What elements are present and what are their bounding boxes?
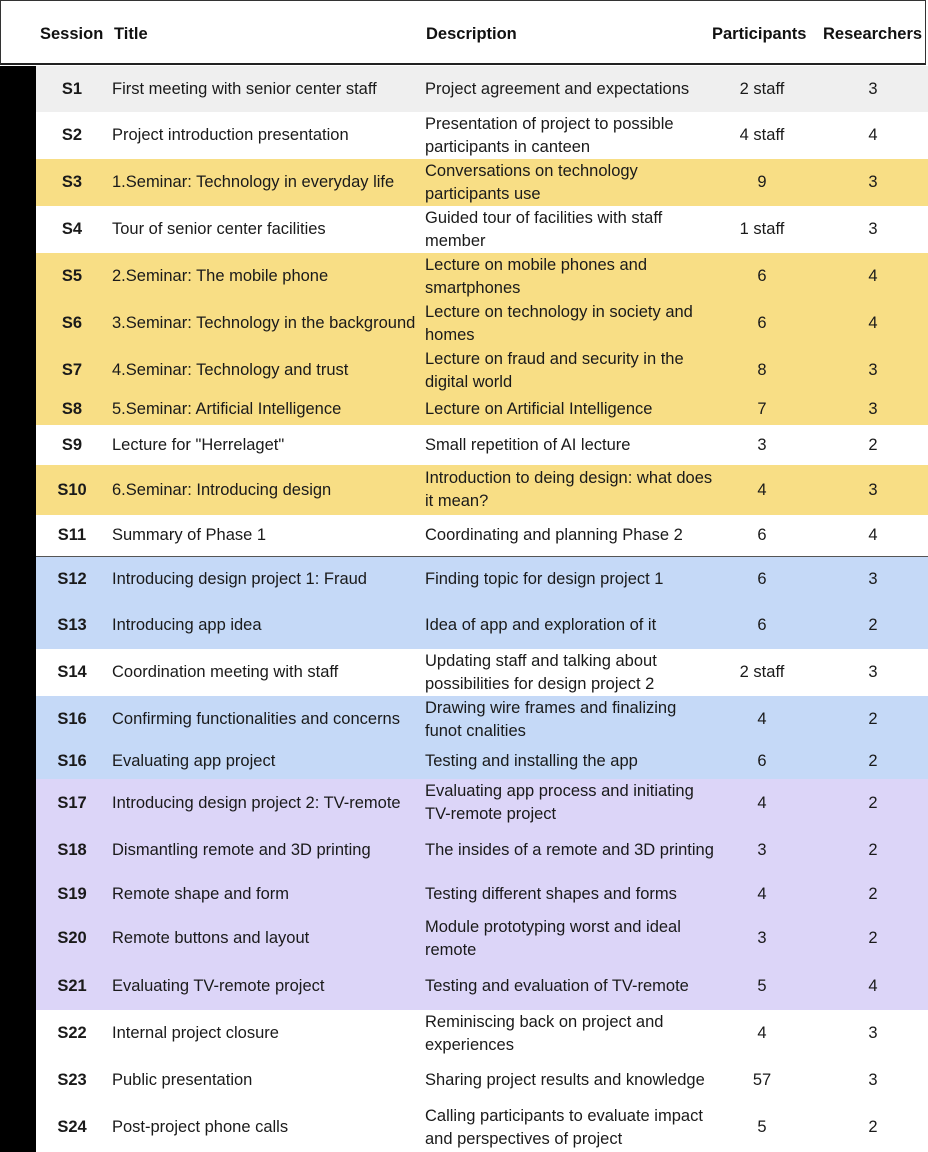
- table-row: [36, 696, 928, 743]
- researchers-cell: 2: [868, 884, 878, 903]
- researchers-cell: 3: [868, 663, 878, 681]
- title-cell: 1.Seminar: Technology in everyday life: [112, 173, 395, 191]
- title-cell: Introducing design project 1: Fraud: [112, 570, 367, 588]
- description-cell: Conversations on technology participants use: [425, 161, 638, 203]
- table-row: [36, 602, 928, 649]
- participants-cell: 4: [757, 1024, 767, 1042]
- participants-cell: 3: [757, 435, 767, 454]
- table-row: [36, 515, 928, 557]
- title-cell: Confirming functionalities and concerns: [112, 710, 400, 728]
- participants-cell: 6: [757, 267, 767, 285]
- description-cell: Testing and evaluation of TV-remote: [425, 976, 689, 995]
- table-row: [36, 394, 928, 425]
- researchers-cell: 2: [868, 793, 878, 812]
- participants-cell: 57: [752, 1071, 772, 1089]
- researchers-cell: 4: [868, 526, 878, 544]
- participants-cell: 4: [757, 480, 767, 499]
- researchers-cell: 4: [868, 126, 878, 144]
- session-cell: S2: [61, 126, 83, 144]
- session-cell: S11: [57, 526, 87, 544]
- title-cell: 5.Seminar: Artificial Intelligence: [112, 400, 342, 418]
- table-row: [36, 1010, 928, 1057]
- researchers-cell: 3: [868, 480, 878, 499]
- researchers-cell: 2: [868, 710, 878, 728]
- session-cell: S16: [57, 710, 87, 728]
- researchers-cell: 4: [868, 267, 878, 285]
- title-cell: 2.Seminar: The mobile phone: [112, 267, 329, 285]
- description-cell: Lecture on Artificial Intelligence: [425, 400, 653, 418]
- description-cell: Testing and installing the app: [425, 751, 638, 770]
- participants-cell: 6: [757, 751, 767, 770]
- table-row: [36, 159, 928, 206]
- table-row: [36, 465, 928, 515]
- description-cell: Project agreement and expectations: [425, 79, 690, 98]
- title-cell: Evaluating app project: [112, 751, 276, 770]
- title-cell: Introducing app idea: [112, 616, 262, 634]
- table-row: [36, 915, 928, 962]
- researchers-cell: 3: [868, 1024, 878, 1042]
- table-row: [36, 873, 928, 915]
- description-cell: The insides of a remote and 3D printing: [425, 840, 714, 859]
- description-cell: Calling participants to evaluate impact and perspectives of project: [425, 1106, 703, 1148]
- researchers-cell: 2: [868, 616, 878, 634]
- participants-cell: 3: [757, 840, 767, 859]
- researchers-cell: 2: [868, 929, 878, 947]
- table-row: [36, 425, 928, 465]
- researchers-cell: 3: [868, 1071, 878, 1089]
- researchers-cell: 3: [868, 173, 878, 191]
- description-cell: Testing different shapes and forms: [425, 884, 677, 903]
- researchers-cell: 3: [868, 400, 878, 418]
- table-row: [36, 779, 928, 827]
- title-cell: Remote buttons and layout: [112, 929, 310, 947]
- session-cell: S14: [57, 663, 87, 681]
- session-cell: S21: [57, 976, 87, 995]
- session-cell: S6: [61, 314, 83, 332]
- table-row: [36, 649, 928, 696]
- session-cell: S8: [61, 400, 83, 418]
- header-description: Description: [426, 24, 517, 43]
- title-cell: Lecture for "Herrelaget": [112, 435, 285, 454]
- description-cell: Updating staff and talking about possibilities for design project 2: [425, 651, 657, 693]
- participants-cell: 8: [757, 361, 767, 379]
- left-black-bar: [0, 66, 36, 1152]
- title-cell: 3.Seminar: Technology in the background: [112, 314, 416, 332]
- description-cell: Lecture on technology in society and homes: [425, 302, 693, 344]
- description-cell: Finding topic for design project 1: [425, 570, 664, 588]
- participants-cell: 7: [757, 400, 767, 418]
- session-cell: S9: [61, 435, 83, 454]
- title-cell: Evaluating TV-remote project: [112, 976, 325, 995]
- description-cell: Drawing wire frames and finalizing funot cnalities: [425, 698, 677, 740]
- participants-cell: 6: [757, 616, 767, 634]
- researchers-cell: 4: [868, 314, 878, 332]
- table-row: [36, 300, 928, 347]
- table-header: [0, 0, 926, 65]
- session-cell: S12: [57, 570, 87, 588]
- researchers-cell: 2: [868, 435, 878, 454]
- participants-cell: 4: [757, 710, 767, 728]
- researchers-cell: 2: [868, 1118, 878, 1136]
- header-session: Session: [40, 24, 104, 43]
- session-cell: S24: [57, 1118, 87, 1136]
- table-row: [36, 66, 928, 112]
- title-cell: Remote shape and form: [112, 884, 290, 903]
- participants-cell: 6: [757, 526, 767, 544]
- table-row: [36, 112, 928, 159]
- researchers-cell: 3: [868, 361, 878, 379]
- table-row: [36, 1057, 928, 1104]
- participants-cell: 4 staff: [739, 126, 785, 144]
- participants-cell: 6: [757, 314, 767, 332]
- researchers-cell: 2: [868, 751, 878, 770]
- description-cell: Guided tour of facilities with staff member: [425, 208, 663, 250]
- session-cell: S23: [57, 1071, 87, 1089]
- title-cell: Dismantling remote and 3D printing: [112, 840, 371, 859]
- table-row: [36, 253, 928, 300]
- session-cell: S22: [57, 1024, 87, 1042]
- participants-cell: 5: [757, 1118, 767, 1136]
- participants-cell: 6: [757, 570, 767, 588]
- title-cell: Internal project closure: [112, 1024, 279, 1042]
- table-row: [36, 557, 928, 602]
- session-cell: S3: [61, 173, 83, 191]
- description-cell: Evaluating app process and initiating TV-remote project: [425, 782, 694, 823]
- title-cell: Summary of Phase 1: [112, 526, 267, 544]
- participants-cell: 5: [757, 976, 767, 995]
- table-row: [36, 206, 928, 253]
- description-cell: Presentation of project to possible participants in canteen: [425, 114, 674, 156]
- participants-cell: 2 staff: [739, 663, 785, 681]
- participants-cell: 4: [757, 884, 767, 903]
- description-cell: Small repetition of AI lecture: [425, 435, 631, 454]
- table-row: [36, 743, 928, 779]
- description-cell: Reminiscing back on project and experiences: [425, 1012, 664, 1054]
- participants-cell: 9: [757, 173, 767, 191]
- description-cell: Introduction to deing design: what does it mean?: [425, 469, 713, 510]
- table-row: [36, 1104, 928, 1151]
- table-row: [36, 827, 928, 873]
- title-cell: Tour of senior center facilities: [112, 220, 326, 238]
- session-cell: S20: [57, 929, 87, 947]
- session-cell: S19: [57, 884, 87, 903]
- description-cell: Sharing project results and knowledge: [425, 1071, 705, 1089]
- participants-cell: 3: [757, 929, 767, 947]
- session-cell: S4: [61, 220, 83, 238]
- title-cell: 4.Seminar: Technology and trust: [112, 361, 349, 379]
- title-cell: 6.Seminar: Introducing design: [112, 480, 332, 499]
- title-cell: Post-project phone calls: [112, 1118, 289, 1136]
- description-cell: Coordinating and planning Phase 2: [425, 526, 683, 544]
- header-participants: Participants: [712, 24, 807, 43]
- table-row: [36, 347, 928, 394]
- session-cell: S10: [57, 480, 87, 499]
- session-cell: S17: [57, 793, 87, 812]
- table-body: [36, 66, 928, 1151]
- researchers-cell: 3: [868, 220, 878, 238]
- description-cell: Lecture on fraud and security in the digital world: [425, 349, 684, 391]
- title-cell: Coordination meeting with staff: [112, 663, 339, 681]
- researchers-cell: 3: [868, 570, 878, 588]
- researchers-cell: 4: [868, 976, 878, 995]
- description-cell: Lecture on mobile phones and smartphones: [425, 255, 647, 297]
- table-row: [36, 962, 928, 1010]
- title-cell: Project introduction presentation: [112, 126, 349, 144]
- session-cell: S18: [57, 840, 87, 859]
- session-cell: S1: [61, 79, 83, 98]
- header-researchers: Researchers: [823, 24, 923, 43]
- title-cell: Introducing design project 2: TV-remote: [112, 793, 401, 812]
- title-cell: First meeting with senior center staff: [112, 79, 377, 98]
- participants-cell: 2 staff: [739, 79, 785, 98]
- title-cell: Public presentation: [112, 1071, 253, 1089]
- session-cell: S7: [61, 361, 83, 379]
- session-cell: S13: [57, 616, 87, 634]
- participants-cell: 1 staff: [739, 220, 785, 238]
- session-cell: S16: [57, 751, 87, 770]
- researchers-cell: 2: [868, 840, 878, 859]
- description-cell: Module prototyping worst and ideal remote: [425, 917, 681, 959]
- participants-cell: 4: [757, 793, 767, 812]
- header-title: Title: [114, 24, 148, 43]
- description-cell: Idea of app and exploration of it: [425, 616, 657, 634]
- session-cell: S5: [61, 267, 83, 285]
- researchers-cell: 3: [868, 79, 878, 98]
